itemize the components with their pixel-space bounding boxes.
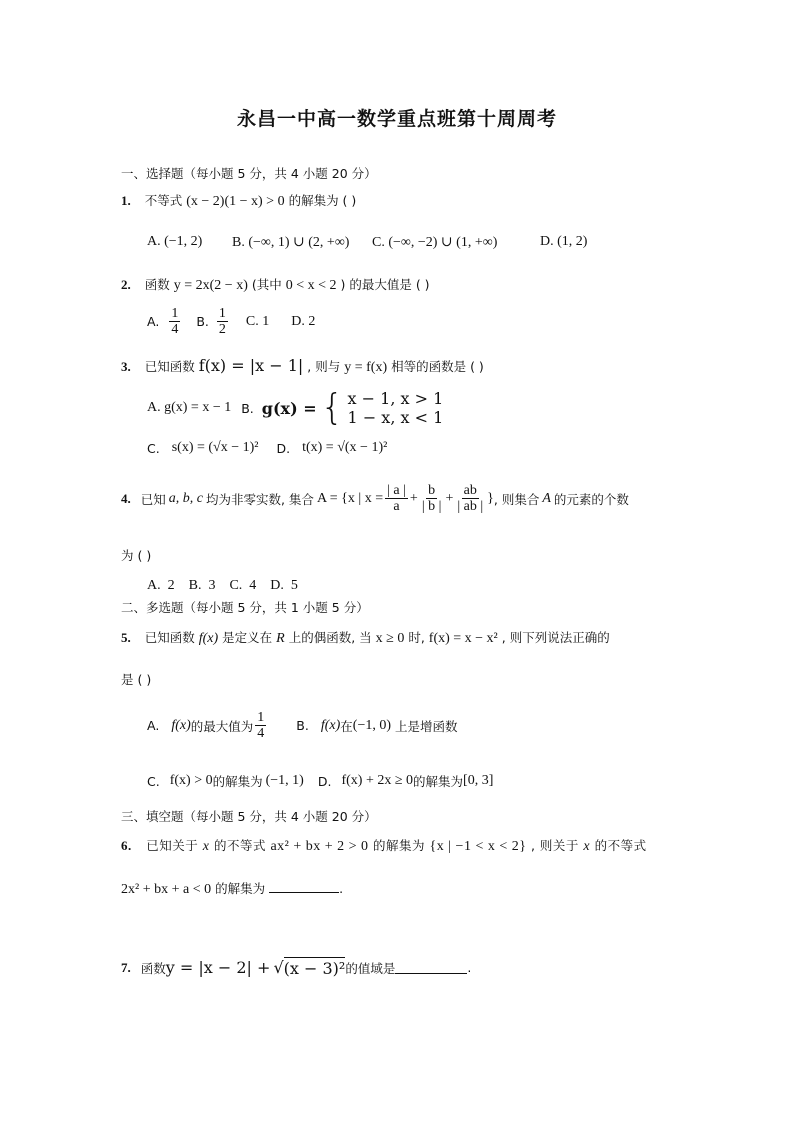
option-c: C. 1	[245, 313, 270, 329]
denominator: | ab |	[457, 499, 484, 514]
math-expression: f(x) > 0	[169, 773, 213, 788]
option-text: 的解集为	[212, 774, 263, 789]
question-number: 1.	[121, 193, 131, 208]
math-variable: A	[542, 490, 551, 506]
math-expression: x ≥ 0	[375, 631, 405, 646]
numerator: b	[428, 483, 436, 498]
question-6	[121, 836, 647, 855]
page-title: 永昌一中高一数学重点班第十周周考	[236, 108, 557, 130]
fraction	[255, 710, 266, 741]
option-b-fraction	[217, 306, 228, 337]
question-text: 均为非零实数, 集合	[205, 491, 314, 507]
math-interval: (−1, 0)	[352, 717, 392, 733]
options-row	[147, 388, 443, 428]
radicand: (x − 3)²	[283, 959, 346, 978]
question-text: 不等式	[144, 193, 183, 208]
math-expression: f(x)	[198, 631, 219, 646]
set-rhs: }	[487, 490, 494, 506]
math-variable: R	[276, 631, 285, 646]
question-5	[121, 628, 610, 647]
option-a: A. (−1, 2)	[147, 234, 203, 249]
question-2	[121, 275, 430, 294]
question-3	[121, 356, 484, 376]
question-text: 上的偶函数, 当	[288, 630, 372, 645]
option-c-label: C.	[147, 440, 160, 456]
math-expression: 2x² + bx + a < 0	[121, 882, 212, 897]
numerator: 1	[171, 306, 179, 321]
question-text: 的值域是	[345, 960, 396, 976]
plus-sign: +	[445, 490, 454, 506]
question-text: 的解集为	[373, 838, 426, 853]
question-text: 的解集为	[215, 881, 266, 896]
case-1: x − 1, x > 1	[347, 389, 444, 408]
question-number: 4.	[121, 490, 131, 506]
section-heading-multiple: 二、多选题（每小题 5 分，共 1 小题 5 分）	[121, 600, 369, 615]
brace-symbol: {	[320, 387, 344, 428]
denominator: 4	[257, 726, 265, 741]
question-number: 7.	[121, 959, 131, 975]
option-c: C. (−∞, −2) ∪ (1, +∞)	[372, 235, 498, 250]
numerator: 1	[257, 710, 265, 725]
sqrt-symbol: √	[273, 958, 284, 977]
denominator: 2	[218, 322, 226, 337]
option-d-expr: t(x) = √(x − 1)²	[302, 440, 388, 455]
option-text: 的解集为	[413, 774, 464, 789]
question-text: 的元素的个数	[553, 491, 629, 507]
question-text: 函数	[140, 960, 166, 976]
question-number: 6.	[121, 838, 132, 853]
option-a-fraction	[169, 306, 180, 337]
plus-sign: +	[409, 490, 418, 506]
question-text: 相等的函数是 ( )	[391, 359, 484, 374]
options-row	[147, 306, 315, 337]
option-b-lhs: g(x) =	[261, 398, 317, 418]
option-text: 上是增函数	[395, 718, 458, 734]
option-d-label: D.	[317, 773, 332, 789]
question-text: ) 的最大值是 ( )	[340, 277, 430, 292]
question-1	[121, 191, 356, 210]
math-interval: [0, 3]	[463, 773, 494, 788]
option-b: B. (−∞, 1) ∪ (2, +∞)	[232, 235, 350, 250]
answer-blank[interactable]	[395, 961, 467, 974]
math-variables: a, b, c	[168, 490, 203, 506]
question-text: 的不等式	[594, 838, 647, 853]
math-expression: f(x) = x − x²	[428, 631, 498, 646]
section-heading-choice: 一、选择题（每小题 5 分，共 4 小题 20 分）	[121, 166, 377, 181]
question-text: , 则关于	[530, 838, 579, 853]
period: .	[339, 881, 344, 896]
question-number: 2.	[121, 277, 131, 292]
set-lhs: A = {x | x =	[316, 490, 384, 506]
option-b-label: B.	[241, 400, 254, 416]
math-expression: f(x)	[171, 717, 191, 733]
question-text: 已知函数	[144, 630, 195, 645]
fraction	[385, 483, 408, 514]
option-a: A. g(x) = x − 1	[147, 400, 232, 415]
question-text: 已知	[140, 491, 166, 507]
numerator: ab	[463, 483, 477, 498]
question-text: 的不等式	[213, 838, 266, 853]
math-expression: y = |x − 2| +	[165, 958, 271, 977]
math-expression: (x − 2)(1 − x) > 0	[186, 194, 285, 209]
option-a-label: A.	[147, 718, 160, 733]
question-text: 函数	[144, 277, 170, 292]
math-expression: y = f(x)	[344, 360, 388, 375]
option-d-label: D.	[276, 440, 291, 456]
question-text: 已知函数	[144, 359, 195, 374]
period: .	[467, 960, 472, 975]
question-4	[121, 483, 629, 514]
math-expression: f(x) = |x − 1|	[198, 356, 304, 375]
section-heading-fill: 三、填空题（每小题 5 分，共 4 小题 20 分）	[121, 809, 377, 824]
options-row	[147, 440, 387, 456]
question-number: 3.	[121, 359, 131, 374]
math-expression: f(x)	[320, 717, 341, 733]
option-d: D. 2	[291, 313, 316, 329]
option-c-label: C.	[147, 773, 160, 789]
math-variable: x	[583, 839, 591, 854]
denominator: | b |	[421, 499, 442, 514]
math-expression: f(x) + 2x ≥ 0	[341, 773, 414, 788]
question-text: 是定义在	[222, 630, 273, 645]
answer-blank[interactable]	[269, 880, 339, 893]
option-a-label: A.	[147, 314, 160, 329]
math-variable: x	[202, 839, 210, 854]
options-row: A. 2 B. 3 C. 4 D. 5	[147, 578, 298, 593]
option-text: 的最大值为	[190, 718, 254, 734]
question-5-continued: 是 ( )	[121, 672, 152, 687]
question-text: 已知关于	[146, 838, 199, 853]
question-text: , 则下列说法正确的	[501, 630, 610, 645]
option-d: D. (1, 2)	[540, 234, 588, 249]
option-b-label: B.	[196, 314, 209, 329]
question-text: , 则与	[307, 359, 341, 374]
denominator: 4	[171, 322, 179, 337]
question-text: 时,	[408, 630, 425, 645]
math-expression: y = 2x(2 − x)	[173, 278, 248, 293]
question-text: , 则集合	[493, 491, 540, 507]
math-interval: (−1, 1)	[265, 773, 304, 788]
question-6-continued	[121, 879, 343, 898]
piecewise-cases	[348, 389, 444, 427]
options-row	[147, 710, 458, 741]
numerator: 1	[218, 306, 226, 321]
question-text: (其中	[251, 277, 282, 292]
math-expression: ax² + bx + 2 > 0	[270, 839, 369, 854]
option-b-label: B.	[296, 718, 309, 733]
fraction	[455, 483, 485, 514]
question-7	[121, 957, 471, 978]
option-text: 在	[340, 718, 353, 734]
question-text: 的解集为 ( )	[288, 193, 357, 208]
math-set: {x | −1 < x < 2}	[429, 839, 527, 854]
numerator: | a |	[387, 483, 406, 498]
question-number: 5.	[121, 630, 131, 645]
case-2: 1 − x, x < 1	[347, 408, 444, 427]
question-4-continued: 为 ( )	[121, 548, 152, 563]
math-expression: 0 < x < 2	[285, 278, 337, 293]
denominator: a	[393, 499, 400, 514]
options-row	[147, 772, 493, 790]
option-c-expr: s(x) = (√x − 1)²	[171, 440, 259, 455]
fraction	[420, 483, 444, 514]
